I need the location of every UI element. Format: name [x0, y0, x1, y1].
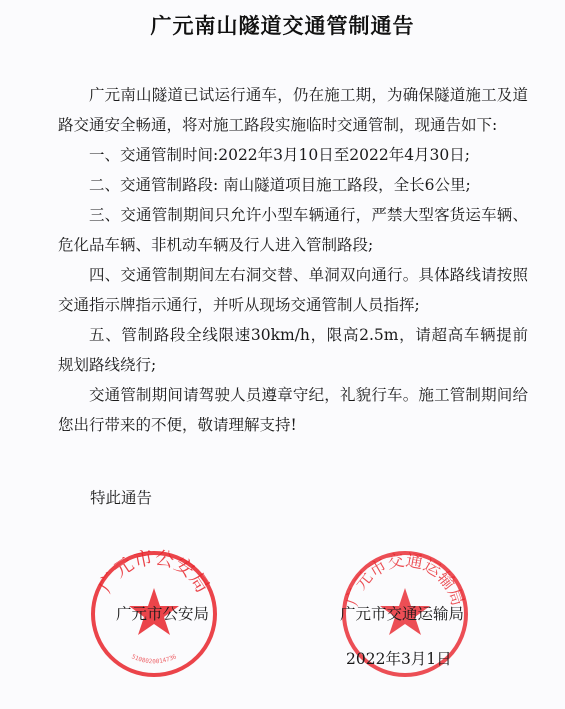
seal-left-text: 广元市公安局 [94, 548, 214, 597]
closing-text: 特此通告 [90, 489, 153, 507]
signature-police-bureau: 广元市公安局 [116, 605, 210, 623]
item-3-paragraph: 三、交通管制期间只允许小型车辆通行，严禁大型客货运车辆、危化品车辆、非机动车辆及行人进入管制路段; [58, 206, 528, 254]
item-5-paragraph: 五、管制路段全线限速30km/h，限高2.5m，请超高车辆提前规划路线绕行; [58, 326, 528, 374]
item-4-paragraph: 四、交通管制期间左右洞交替、单洞双向通行。具体路线请按照交通指示牌指示通行，并听从现场交通管制人员指挥; [58, 266, 528, 314]
intro-paragraph: 广元南山隧道已试运行通车，仍在施工期，为确保隧道施工及道路交通安全畅通，将对施工路段实施临时交通管制，现通告如下: [58, 86, 528, 134]
signature-transport-bureau: 广元市交通运输局 [340, 605, 465, 623]
seal-left-number: 5108020014736 [130, 653, 178, 666]
svg-text:5108020014736 [130, 653, 178, 665]
notice-body [58, 80, 528, 440]
seal-right-text: 广元市交通运输局 [342, 550, 468, 609]
item-2-paragraph: 二、交通管制路段: 南山隧道项目施工路段，全长6公里; [89, 176, 471, 194]
appeal-paragraph: 交通管制期间请驾驶人员遵章守纪，礼貌行车。施工管制期间给您出行带来的不便，敬请理解支持! [58, 386, 528, 434]
item-1-paragraph: 一、交通管制时间:2022年3月10日至2022年4月30日; [89, 146, 471, 164]
notice-title: 广元南山隧道交通管制通告 [150, 14, 415, 38]
issue-date: 2022年3月1日 [346, 650, 452, 668]
